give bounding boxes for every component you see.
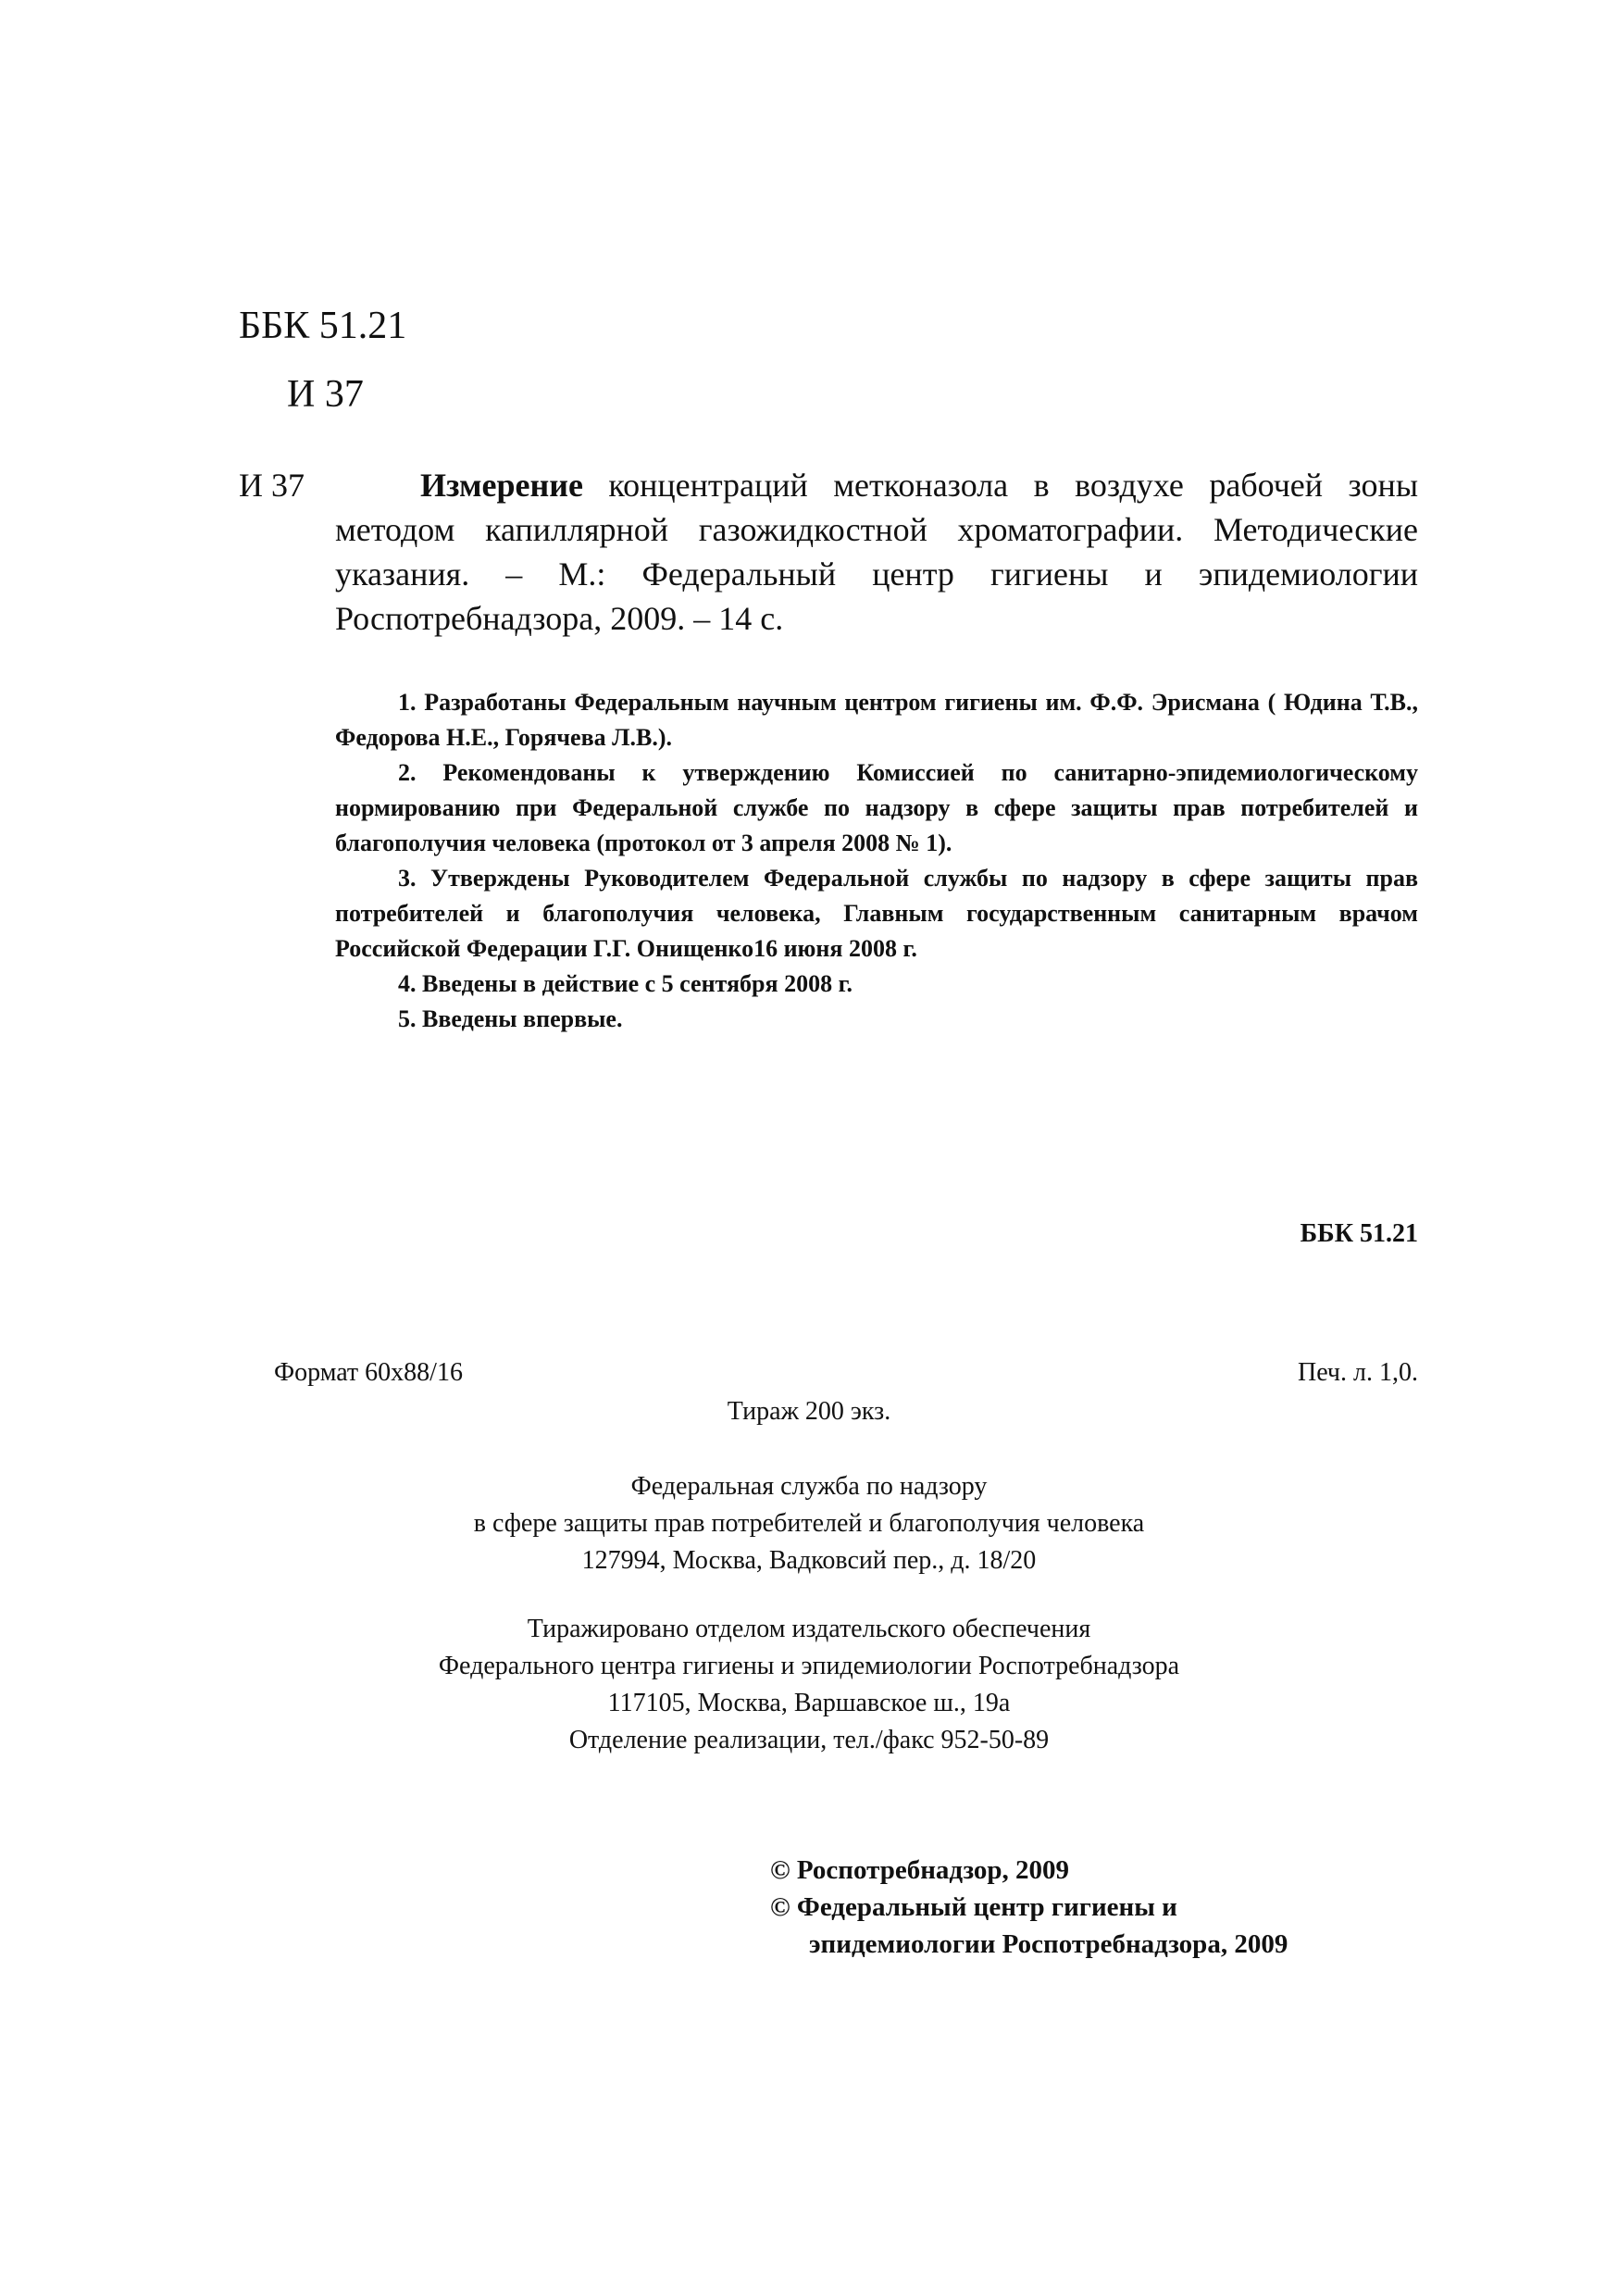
notes-list [335, 685, 1418, 1037]
author-mark: И 37 [287, 373, 364, 416]
note-item: 1. Разработаны Федеральным научным центром гигиены им. Ф.Ф. Эрисмана ( Юдина Т.В., Федорова Н.Е., Горячева Л.В.). [335, 689, 1418, 751]
entry-author-mark: И 37 [239, 467, 305, 504]
entry-title-bold: Измерение [420, 467, 583, 504]
print-sheets: Печ. л. 1,0. [1297, 1358, 1418, 1387]
publisher-block [0, 1468, 1618, 1579]
copyright-line: © Федеральный центр гигиены и [770, 1892, 1177, 1922]
copyright-block [770, 1852, 1288, 1963]
bibliographic-entry [335, 463, 1418, 641]
note-item: 3. Утверждены Руководителем Федеральной службы по надзору в сфере защиты прав потребителей и благополучия человека, Главным государственным санитарным врачом Российской Федерации Г.Г. Онищенко16 июня 2008 г. [335, 865, 1418, 962]
note-item: 5. Введены впервые. [398, 1005, 623, 1032]
note-item: 4. Введены в действие с 5 сентября 2008 г. [398, 970, 853, 997]
publisher-line: в сфере защиты прав потребителей и благополучия человека [473, 1509, 1145, 1538]
printer-line: Федерального центра гигиены и эпидемиологии Роспотребнадзора [438, 1652, 1180, 1680]
bbk-code: ББК 51.21 [239, 305, 407, 347]
circulation: Тираж 200 экз. [727, 1397, 891, 1426]
note-item: 2. Рекомендованы к утверждению Комиссией по санитарно-эпидемиологическому нормированию при Федеральной службе по надзору в сфере защиты прав потребителей и благополучия человека (протокол от 3 апреля 2008 № 1). [335, 759, 1418, 856]
copyright-line: © Роспотребнадзор, 2009 [770, 1855, 1070, 1885]
publisher-line: Федеральная служба по надзору [630, 1472, 988, 1501]
printer-address: 117105, Москва, Варшавское ш., 19а [607, 1689, 1011, 1717]
bbk-bottom: ББК 51.21 [1300, 1219, 1418, 1248]
publisher-address: 127994, Москва, Вадковсий пер., д. 18/20 [581, 1546, 1037, 1575]
printer-line: Тиражировано отделом издательского обеспечения [527, 1615, 1091, 1643]
copyright-line: эпидемиологии Роспотребнадзора, 2009 [809, 1929, 1288, 1959]
print-format: Формат 60х88/16 [274, 1358, 463, 1387]
printer-contact: Отделение реализации, тел./факс 952-50-89 [568, 1726, 1050, 1754]
entry-description: концентраций метконазола в воздухе рабочей зоны методом капиллярной газожидкостной хроматографии. Методические указания. – М.: Федеральный центр гигиены и эпидемиологии Роспотребнадзора, 2009. – 14 с. [335, 467, 1418, 637]
printer-block [0, 1611, 1618, 1759]
